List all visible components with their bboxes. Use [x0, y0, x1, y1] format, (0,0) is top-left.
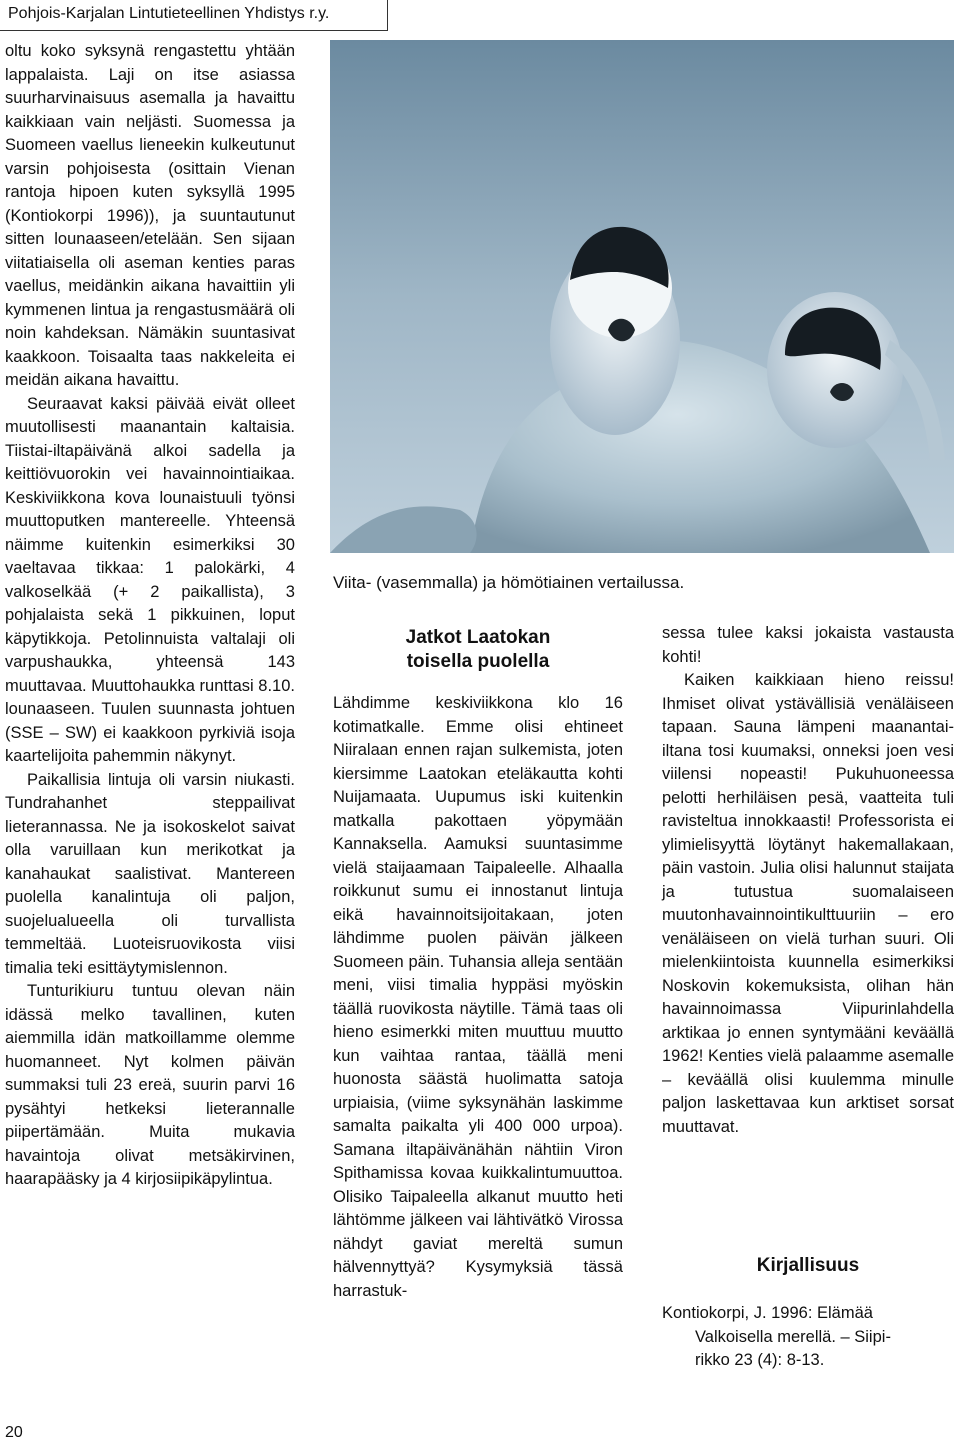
- right-column: [662, 622, 954, 1139]
- section-heading-line2: toisella puolella: [406, 651, 550, 672]
- middle-paragraph: Lähdimme keskiviikkona klo 16 kotimatkalle. Emme olisi ehtineet Niiralaan ennen rajan sulkemista, joten kiersimme Laatokan eteläkautta kohti Nuijamaata. Uupumus iski kuitenkin matkalla pakottaen yöpymään Kannaksella. Aamuksi suuntasimme vielä staijaamaan Taipaleelle. Alhaalla roikkunut sumu ei innostanut lintuja eikä havainnoitsijoitakaan, joten lähdimme puolen päivän jälkeen Suomeen päin. Tuhansia alleja sentään meni, viisi timalia hyppäsi myöskin täällä ruovikosta näytille. Tämä taas oli hieno esimerkki miten muuttuu muutto kun vaihtaa rantaa, täällä meni huonosta säästä huolimatta satoja urpiaisia, (viime syksynähän laskimme samalta paikalta yli 400 000 urpoa). Samana iltapäivänähän nähtiin Viron Spithamissa kovaa kuikkalintumuuttoa. Olisiko Taipaleella alkanut muutto heti lähtömme jälkeen vai lähtivätkö Virossa nähdyt gaviat mereltä sumun hälvennyttyä? Kysymyksiä tässä harrastuk-: [333, 694, 623, 1300]
- page-number: 20: [5, 1424, 23, 1441]
- references-title: Kirjallisuus: [756, 1255, 860, 1276]
- tits-photo-illustration: [330, 40, 954, 553]
- reference-line-1: Kontiokorpi, J. 1996: Elämää: [662, 1304, 873, 1322]
- left-column: [5, 40, 295, 1192]
- left-paragraph-4: Tunturikiuru tuntuu olevan näin idässä melko tavallinen, kuten aiemmilla idän matkoillamme olemme huomanneet. Nyt kolmen päivän summaksi tuli 23 ereä, suurin parvi 16 pysähtyi hetkeksi lieterannalle piipertämään. Muita mukavia havaintoja olivat metsäkirvinen, haarapääsky ja 4 kirjosiipikäpylintua.: [5, 982, 295, 1188]
- left-paragraph-2: Seuraavat kaksi päivää eivät olleet muutollisesti maanantain kaltaisia. Tiistai-iltapäivänä alkoi sadella ja keittiövuorokin vei havainnointiaikaa. Keskiviikkona kova lounaistuuli työnsi muuttoputken mantereelle. Yhteensä näimme kuitenkin esimerkiksi 30 vaeltavaa tikkaa: 1 palokärki, 4 valkoselkää (+ 2 paikallista), 3 pohjalaista sekä 1 pikkuinen, loput käpytikkoja. Petolinnuista valtalaji oli varpushaukka, yhteensä 143 muuttavaa. Muuttohaukka runttasi 8.10. lounaaseen. Tuulen suunnasta johtuen (SSE – SW) ei kaakkoon pyrkiviä isoja kaartelijoita pahemmin näkynyt.: [5, 394, 295, 765]
- photo-caption: Viita- (vasemmalla) ja hömötiainen vertailussa.: [333, 573, 685, 592]
- page-header: [0, 0, 388, 31]
- right-paragraph-1: sessa tulee kaksi jokaista vastausta kohti!: [662, 624, 954, 666]
- left-paragraph-1: oltu koko syksynä rengastettu yhtään lappalaista. Laji on itse asiassa suurharvinaisuus asemalla ja havaittu kaikkiaan vain neljästi. Suomessa ja Suomeen vaellus lieneekin kulkeutunut varsin pohjoisesta (osittain Vienan rantoja hipoen kuten syksyllä 1995 (Kontiokorpi 1996)), ja suuntautunut sitten lounaaseen/etelään. Sen sijaan viitatiaisella oli aseman kenties paras vaellus, meidänkin aikana havaittiin yli kymmenen lintua ja rengastusmäärä oli noin kahdeksan. Nämäkin suuntasivat kaakkoon. Toisaalta taas nakkeleita ei meidän aikana havaittu.: [5, 42, 295, 389]
- right-paragraph-2: Kaiken kaikkiaan hieno reissu! Ihmiset olivat ystävällisiä venäläiseen tapaan. Sauna lämpeni maanantai-iltana tosi kuumaksi, onneksi joen vesi viilensi nopeasti! Pukuhuoneessa pelotti herhiläisen pesä, vaatteita tuli ravisteltua innokkaasti! Professorista ei ylimielisyyttä löytänyt hakemallakaan, päin vastoin. Julia olisi halunnut staijata ja tutustua suomalaiseen muutonhavainnointikulttuuriin – ero venäläiseen on vielä turhan suuri. Oli mielenkiintoista kuunnella esimerkiksi Noskovin kokemuksista, olihan hän havainnoimassa Viipurinlahdella arktikaa jo ennen syntymääni keväällä 1962! Kenties vielä palaamme asemalle – keväällä olisi kuulemma minulle paljon laskettavaa kun arktiset sorsat muuttavat.: [662, 671, 954, 1136]
- reference-line-2: Valkoisella merellä. – Siipi-: [695, 1327, 891, 1346]
- reference-entry: [662, 1302, 954, 1373]
- bird-photo: [330, 40, 954, 553]
- section-heading-line1: Jatkot Laatokan: [405, 627, 551, 648]
- left-paragraph-3: Paikallisia lintuja oli varsin niukasti. Tundrahanhet steppailivat lieterannassa. Ne ja isokoskelot saivat olla varuillaan kun merikotkat ja kanahaukat saalistivat. Mantereen puolella kanalintuja oli paljon, suojelualueella oli turvallista temmeltää. Luoteisruovikosta viisi timalia teki esittäytymislennon.: [5, 770, 295, 977]
- reference-line-3: rikko 23 (4): 8-13.: [695, 1351, 825, 1369]
- header-title: Pohjois-Karjalan Lintutieteellinen Yhdistys r.y.: [8, 5, 330, 22]
- middle-column: [333, 627, 623, 1303]
- section-heading: [333, 626, 623, 674]
